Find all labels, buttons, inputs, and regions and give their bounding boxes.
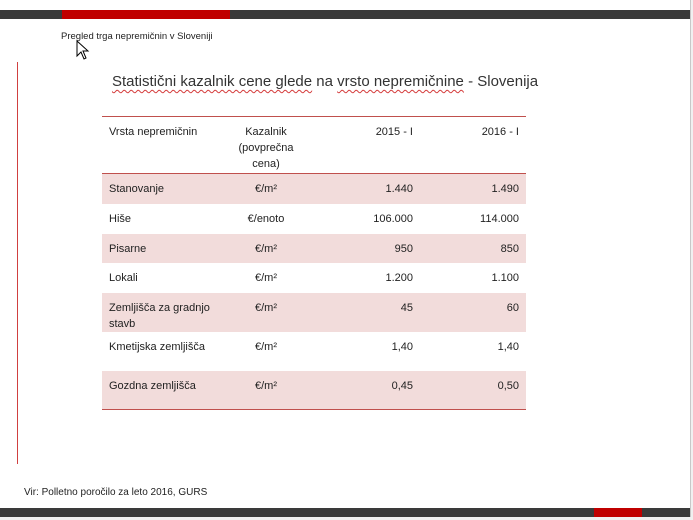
- title-part1: Statistični kazalnik cene glede: [112, 73, 313, 90]
- table-row: [102, 263, 526, 293]
- cell-2015: 1.440: [385, 183, 413, 195]
- source-note: Vir: Polletno poročilo za leto 2016, GURS: [24, 487, 208, 498]
- cell-type: Hiše: [109, 213, 132, 225]
- cell-2016: 114.000: [480, 213, 519, 225]
- header-2015: 2015 - I: [375, 126, 413, 138]
- cell-unit: €/m²: [255, 341, 277, 353]
- bottom-bar-accent: [594, 508, 642, 517]
- cell-2015: 45: [400, 302, 413, 314]
- cell-type: Zemljišča za gradnjo stavb: [109, 302, 210, 330]
- table-row: [102, 332, 526, 371]
- table-row: [102, 174, 526, 204]
- cell-2016: 60: [506, 302, 519, 314]
- bottom-bar: [0, 508, 690, 517]
- title-part4: - Slovenija: [468, 73, 539, 90]
- table-row: [102, 293, 526, 332]
- cell-2016: 850: [500, 243, 519, 255]
- price-table: [102, 116, 526, 410]
- cell-2016: 1,40: [497, 341, 519, 353]
- slide-title: [112, 73, 538, 90]
- cell-type: Lokali: [109, 272, 138, 284]
- left-accent-line: [17, 62, 18, 464]
- cell-type: Pisarne: [109, 243, 147, 255]
- cell-2015: 950: [394, 243, 413, 255]
- cell-unit: €/m²: [255, 243, 277, 255]
- cell-type: Gozdna zemljišča: [109, 380, 196, 392]
- cell-unit: €/m²: [255, 302, 277, 314]
- cell-2016: 1.490: [491, 183, 519, 195]
- cell-type: Stanovanje: [109, 183, 165, 195]
- table-row: [102, 234, 526, 263]
- cell-2016: 0,50: [497, 380, 519, 392]
- table-header-row: [102, 117, 526, 174]
- cell-unit: €/enoto: [247, 213, 285, 225]
- header-type: Vrsta nepremičnin: [109, 126, 198, 138]
- cell-2015: 0,45: [391, 380, 413, 392]
- cell-2016: 1.100: [491, 272, 519, 284]
- slide-header: Pregled trga nepremičnin v Sloveniji: [61, 31, 213, 42]
- header-indicator: Kazalnik (povprečna cena): [238, 126, 294, 170]
- header-2016: 2016 - I: [481, 126, 519, 138]
- cell-type: Kmetijska zemljišča: [109, 341, 205, 353]
- cell-2015: 1,40: [391, 341, 413, 353]
- cell-unit: €/m²: [255, 272, 277, 284]
- cell-unit: €/m²: [255, 380, 277, 392]
- cell-2015: 106.000: [373, 213, 413, 225]
- title-part2: na: [316, 73, 333, 90]
- table-row: [102, 204, 526, 234]
- top-bar-accent: [62, 10, 230, 19]
- mouse-cursor-icon: [76, 40, 90, 60]
- cell-2015: 1.200: [385, 272, 413, 284]
- cell-unit: €/m²: [255, 183, 277, 195]
- title-part3: vrsto nepremičnine: [337, 73, 464, 90]
- table-row: [102, 371, 526, 409]
